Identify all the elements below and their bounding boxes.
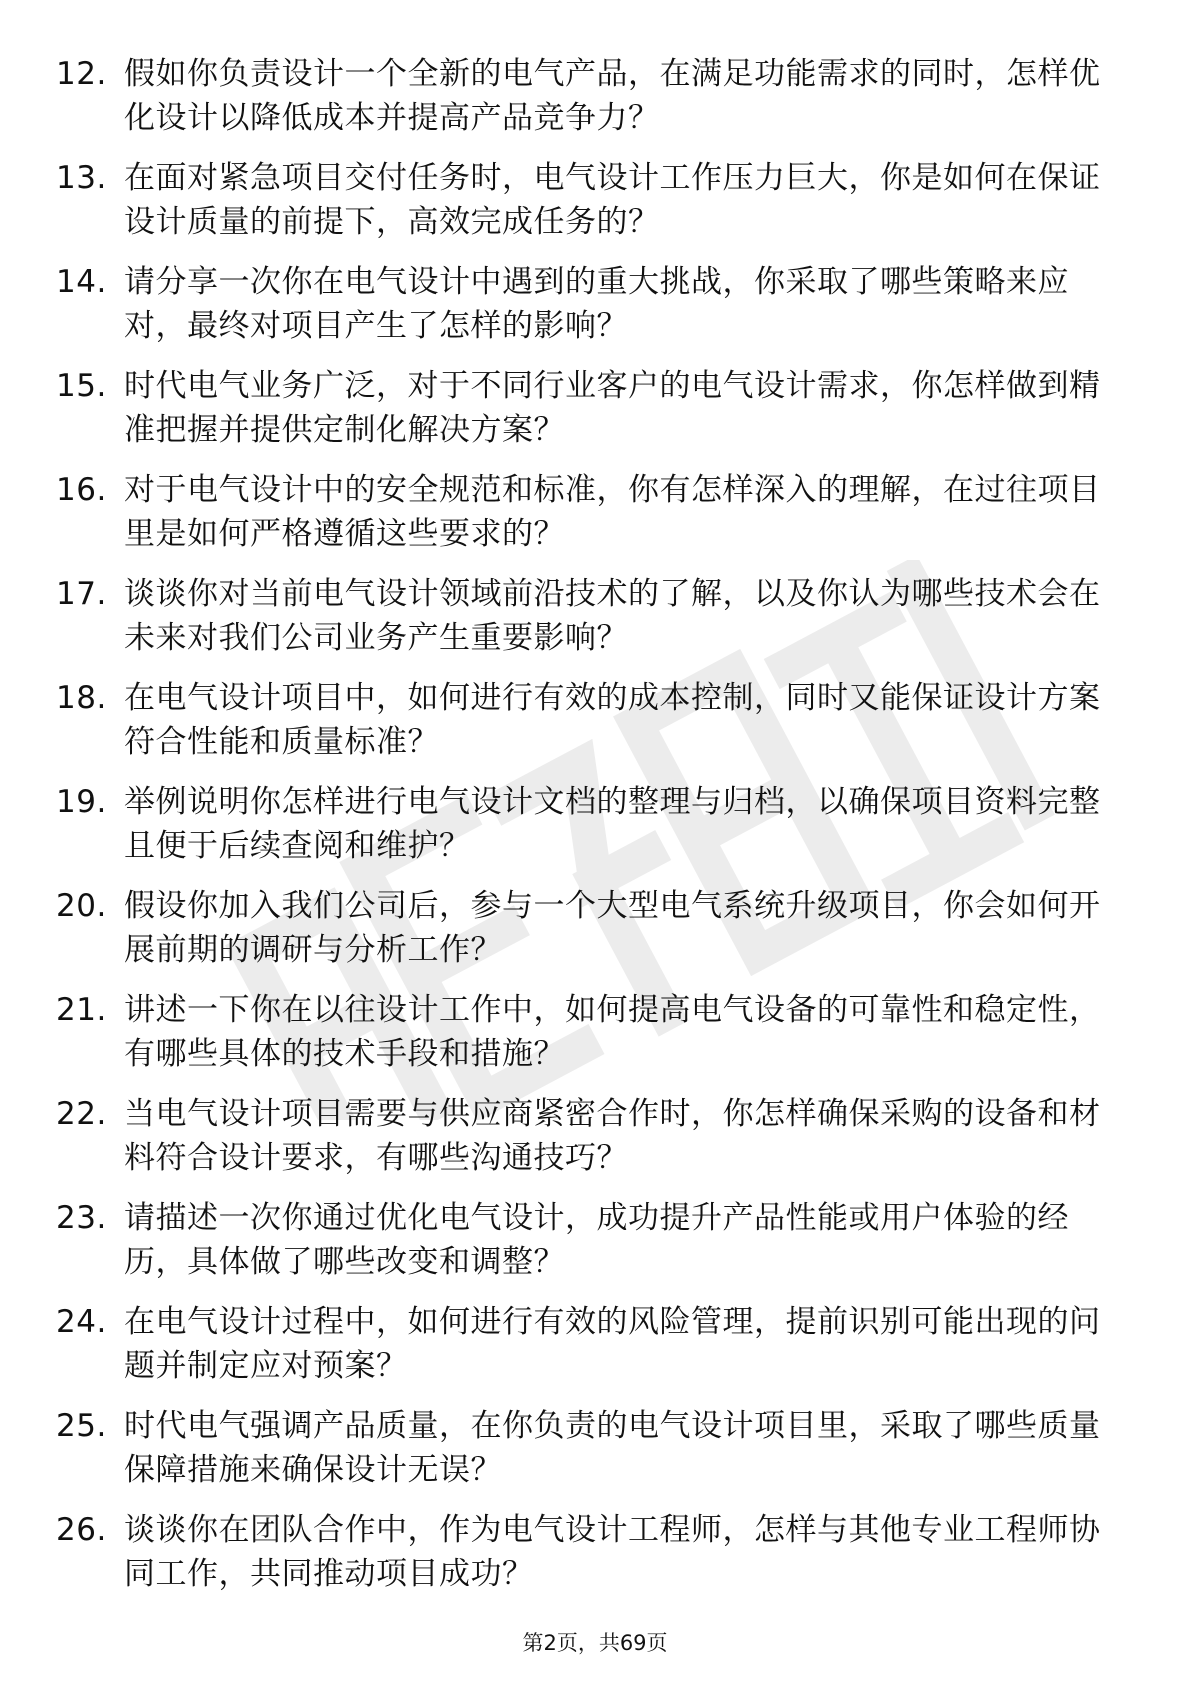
list-item bbox=[56, 1404, 1106, 1492]
page-number-label: 第2页，共69页 bbox=[522, 1631, 668, 1655]
list-item bbox=[56, 468, 1106, 556]
list-item bbox=[56, 1092, 1106, 1180]
page-footer bbox=[0, 1628, 1190, 1658]
list-item bbox=[56, 676, 1106, 764]
question-text: 谈谈你在团队合作中，作为电气设计工程师，怎样与其他专业工程师协同工作，共同推动项目成功？ bbox=[124, 1512, 1101, 1592]
list-item bbox=[56, 988, 1106, 1076]
question-text: 请描述一次你通过优化电气设计，成功提升产品性能或用户体验的经历，具体做了哪些改变和调整？ bbox=[124, 1200, 1069, 1280]
question-text: 假设你加入我们公司后，参与一个大型电气系统升级项目，你会如何开展前期的调研与分析工作？ bbox=[124, 888, 1101, 968]
question-text: 在电气设计过程中，如何进行有效的风险管理，提前识别可能出现的问题并制定应对预案？ bbox=[124, 1304, 1101, 1384]
question-text: 时代电气业务广泛，对于不同行业客户的电气设计需求，你怎样做到精准把握并提供定制化解决方案？ bbox=[124, 368, 1101, 448]
question-number: 15. bbox=[56, 368, 107, 404]
question-number: 18. bbox=[56, 680, 107, 716]
question-number: 17. bbox=[56, 576, 107, 612]
question-number: 24. bbox=[56, 1304, 107, 1340]
question-text: 时代电气强调产品质量，在你负责的电气设计项目里，采取了哪些质量保障措施来确保设计无误？ bbox=[124, 1408, 1101, 1488]
question-text: 当电气设计项目需要与供应商紧密合作时，你怎样确保采购的设备和材料符合设计要求，有哪些沟通技巧？ bbox=[124, 1096, 1101, 1176]
list-item bbox=[56, 1508, 1106, 1596]
question-text: 讲述一下你在以往设计工作中，如何提高电气设备的可靠性和稳定性，有哪些具体的技术手段和措施？ bbox=[124, 992, 1101, 1072]
list-item bbox=[56, 156, 1106, 244]
question-number: 20. bbox=[56, 888, 107, 924]
question-list bbox=[56, 52, 1106, 1612]
list-item bbox=[56, 572, 1106, 660]
question-number: 23. bbox=[56, 1200, 107, 1236]
question-text: 谈谈你对当前电气设计领域前沿技术的了解，以及你认为哪些技术会在未来对我们公司业务产生重要影响？ bbox=[124, 576, 1101, 656]
question-number: 16. bbox=[56, 472, 107, 508]
list-item bbox=[56, 260, 1106, 348]
question-number: 13. bbox=[56, 160, 107, 196]
list-item bbox=[56, 780, 1106, 868]
question-text: 假如你负责设计一个全新的电气产品，在满足功能需求的同时，怎样优化设计以降低成本并提高产品竞争力？ bbox=[124, 56, 1101, 136]
list-item bbox=[56, 1300, 1106, 1388]
question-number: 19. bbox=[56, 784, 107, 820]
list-item bbox=[56, 1196, 1106, 1284]
list-item bbox=[56, 52, 1106, 140]
question-text: 举例说明你怎样进行电气设计文档的整理与归档，以确保项目资料完整且便于后续查阅和维护？ bbox=[124, 784, 1101, 864]
question-number: 14. bbox=[56, 264, 107, 300]
question-number: 25. bbox=[56, 1408, 107, 1444]
question-text: 在面对紧急项目交付任务时，电气设计工作压力巨大，你是如何在保证设计质量的前提下，高效完成任务的？ bbox=[124, 160, 1101, 240]
question-number: 12. bbox=[56, 56, 107, 92]
question-text: 对于电气设计中的安全规范和标准，你有怎样深入的理解，在过往项目里是如何严格遵循这些要求的？ bbox=[124, 472, 1101, 552]
question-number: 26. bbox=[56, 1512, 107, 1548]
question-number: 21. bbox=[56, 992, 107, 1028]
list-item bbox=[56, 364, 1106, 452]
question-text: 请分享一次你在电气设计中遇到的重大挑战，你采取了哪些策略来应对，最终对项目产生了怎样的影响？ bbox=[124, 264, 1069, 344]
question-text: 在电气设计项目中，如何进行有效的成本控制，同时又能保证设计方案符合性能和质量标准？ bbox=[124, 680, 1101, 760]
question-number: 22. bbox=[56, 1096, 107, 1132]
list-item bbox=[56, 884, 1106, 972]
